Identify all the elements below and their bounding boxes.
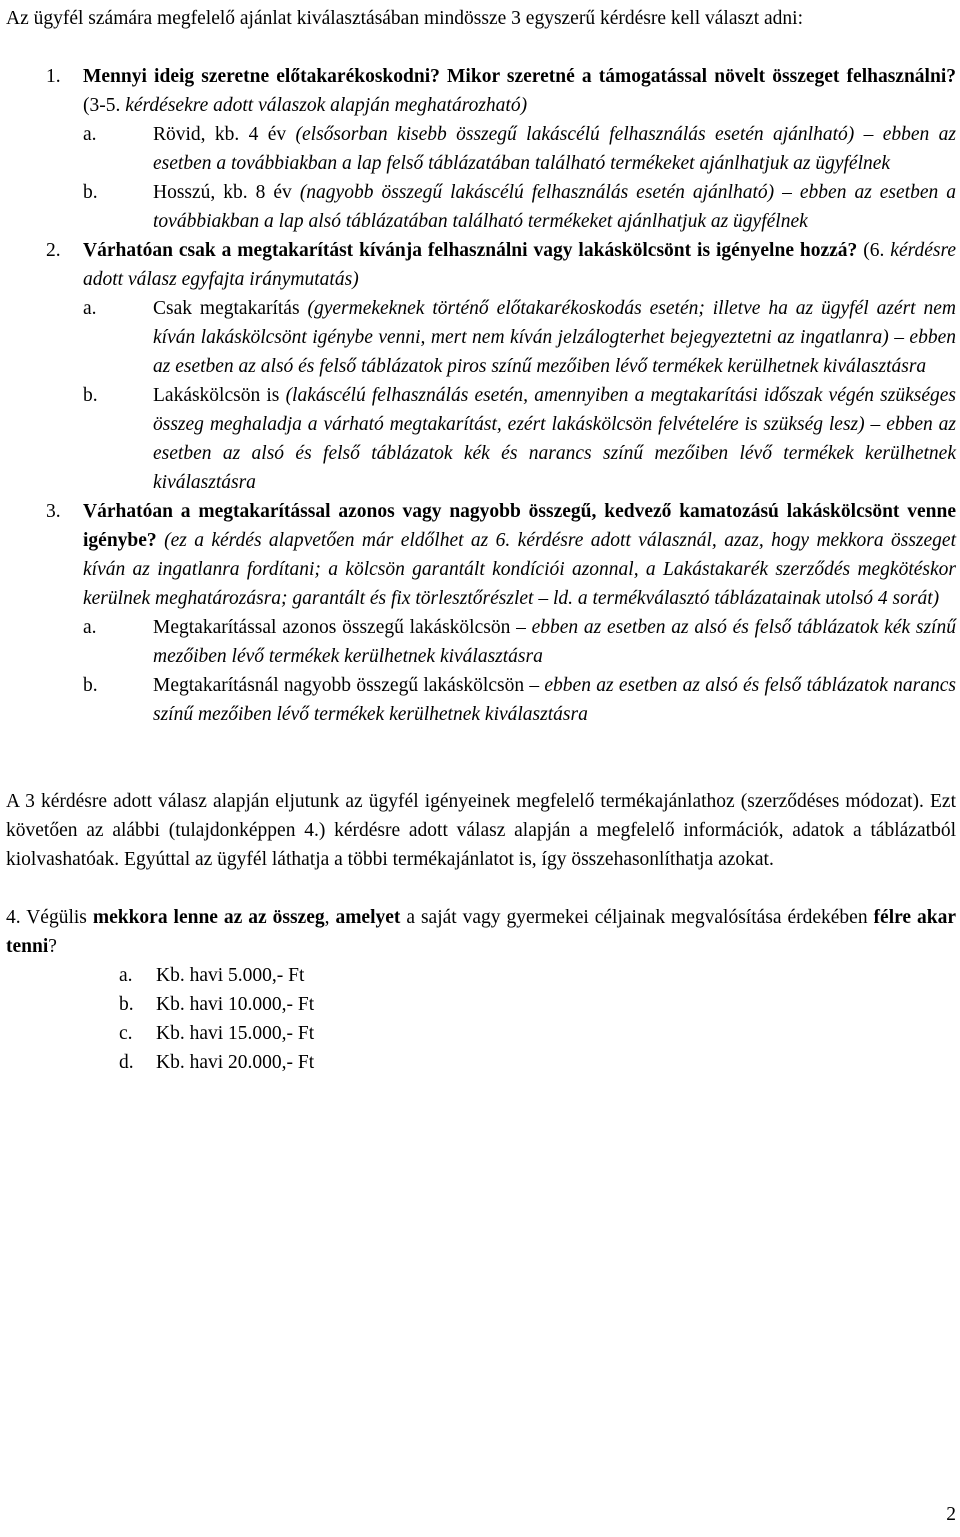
question-4-text: a saját vagy gyermekei céljainak megvalósítása érdekében (400, 907, 874, 928)
option-note: (nagyobb összegű lakáscélú felhasználás esetén ajánlható) – ebben az esetben a továbbiakban a lap alsó táblázatában található termékeket ajánlhatjuk az ügyfélnek (153, 182, 956, 232)
option-note: ebben az esetben az alsó és felső táblázatok narancs színű mezőiben lévő termékek kerülhetnek kiválasztásra (153, 675, 956, 725)
option-label: b. (83, 182, 98, 203)
question-text: Várhatóan a megtakarítással azonos vagy nagyobb összegű, kedvező kamatozású lakáskölcsönt venne igénybe? (83, 501, 956, 551)
question-1 (6, 62, 956, 120)
question-3-option-b (83, 671, 956, 729)
option-text: Kb. havi 15.000,- Ft (156, 1023, 315, 1044)
option-text: Csak megtakarítás (153, 298, 308, 319)
question-4-text: , (324, 907, 336, 928)
option-label: a. (83, 298, 97, 319)
option-label: a. (83, 617, 97, 638)
option-label: c. (119, 1023, 133, 1044)
question-4-emphasis: félre akar tenni (6, 907, 957, 957)
option-text: Megtakarítással azonos összegű lakáskölcsön – (153, 617, 532, 638)
option-label: b. (83, 385, 98, 406)
question-1-option-b (83, 178, 956, 236)
option-text: Megtakarításnál nagyobb összegű lakáskölcsön – (153, 675, 545, 696)
document-page (6, 0, 956, 1077)
question-note: kérdésre adott válasz egyfajta iránymutatás) (83, 240, 956, 290)
option-label: d. (119, 1052, 134, 1073)
option-item (119, 990, 956, 1019)
option-item (119, 1048, 956, 1077)
question-note: (ez a kérdés alapvetően már eldőlhet az 6. kérdésre adott válasznál, azaz, hogy mekkora összeget kíván az ingatlanra fordítani; a kölcsön garantált kondíciói azonnal, a Lakástakarék szerződés megkötéskor kerülnek meghatározásra; garantált és fix törlesztőrészlet – ld. a termékválasztó táblázatainak utolsó 4 sorát) (83, 530, 956, 609)
option-note: (gyermekeknek történő előtakarékoskodás esetén; illetve ha az ügyfél azért nem kíván lakáskölcsönt igénybe venni, mert nem kíván jelzálogterhet bejegyeztetni az ingatlanra) – ebben az esetben az alsó és felső táblázatok piros színű mezőiben lévő termékek kerülhetnek kiválasztásra (153, 298, 957, 377)
question-4-emphasis: amelyet (335, 907, 401, 928)
option-text: Kb. havi 5.000,- Ft (156, 965, 305, 986)
option-note: ebben az esetben az alsó és felső táblázatok kék színű mezőiben lévő termékek kerülhetnek kiválasztásra (153, 617, 956, 667)
option-note: (elsősorban kisebb összegű lakáscélú felhasználás esetén ajánlható) – ebben az esetben a továbbiakban a lap felső táblázatában található termékeket ajánlhatjuk az ügyfélnek (153, 124, 956, 174)
option-label: a. (83, 124, 97, 145)
question-4-emphasis: mekkora lenne az az összeg (92, 907, 325, 928)
option-label: b. (119, 994, 134, 1015)
option-text: Hosszú, kb. 8 év (153, 182, 300, 203)
option-text: Kb. havi 20.000,- Ft (156, 1052, 315, 1073)
question-1-option-a (83, 120, 956, 178)
question-2-option-a (83, 294, 956, 381)
option-text: Rövid, kb. 4 év (153, 124, 296, 145)
option-item (119, 961, 956, 990)
option-label: a. (119, 965, 133, 986)
question-2-option-b (83, 381, 956, 497)
page-number: 2 (946, 1504, 956, 1525)
question-note-plain: (6. (857, 240, 885, 261)
option-text: Kb. havi 10.000,- Ft (156, 994, 315, 1015)
question-number: 3. (46, 501, 61, 522)
question-note: kérdésekre adott válaszok alapján meghatározható) (120, 95, 528, 116)
option-note: (lakáscélú felhasználás esetén, amennyiben a megtakarítási időszak végén szükséges összeg meghaladja a várható megtakarítást, ezért lakáskölcsön felvételére is szükség lesz) – ebben az esetben az alsó és felső táblázatok kék és narancs színű mezőiben lévő termékek kerülhetnek kiválasztásra (153, 385, 956, 493)
option-item (119, 1019, 956, 1048)
question-4-options (119, 961, 956, 1077)
question-2 (6, 236, 956, 294)
question-text: Várhatóan csak a megtakarítást kívánja felhasználni vagy lakáskölcsönt is igényelne hozzá? (83, 240, 858, 261)
question-number: 2. (46, 240, 61, 261)
question-3 (6, 497, 956, 613)
option-text: Lakáskölcsön is (153, 385, 286, 406)
question-4-text: ? (48, 936, 57, 957)
question-note-plain: (3-5. (83, 95, 121, 116)
question-4 (6, 903, 956, 961)
question-4-text: 4. Végülis (6, 907, 93, 928)
intro-paragraph: Az ügyfél számára megfelelő ajánlat kiválasztásában mindössze 3 egyszerű kérdésre kell választ adni: (6, 8, 803, 29)
summary-paragraph: A 3 kérdésre adott válasz alapján eljutunk az ügyfél igényeinek megfelelő termékajánlathoz (szerződéses módozat). Ezt követően az alábbi (tulajdonképpen 4.) kérdésre adott válasz alapján a megfelelő információk, adatok a táblázatból kiolvashatóak. Egyúttal az ügyfél láthatja a többi termékajánlatot is, így összehasonlíthatja azokat. (6, 791, 956, 870)
question-3-option-a (83, 613, 956, 671)
option-label: b. (83, 675, 98, 696)
question-text: Mennyi ideig szeretne előtakarékoskodni? Mikor szeretné a támogatással növelt összeget felhasználni? (83, 66, 956, 87)
question-number: 1. (46, 66, 61, 87)
